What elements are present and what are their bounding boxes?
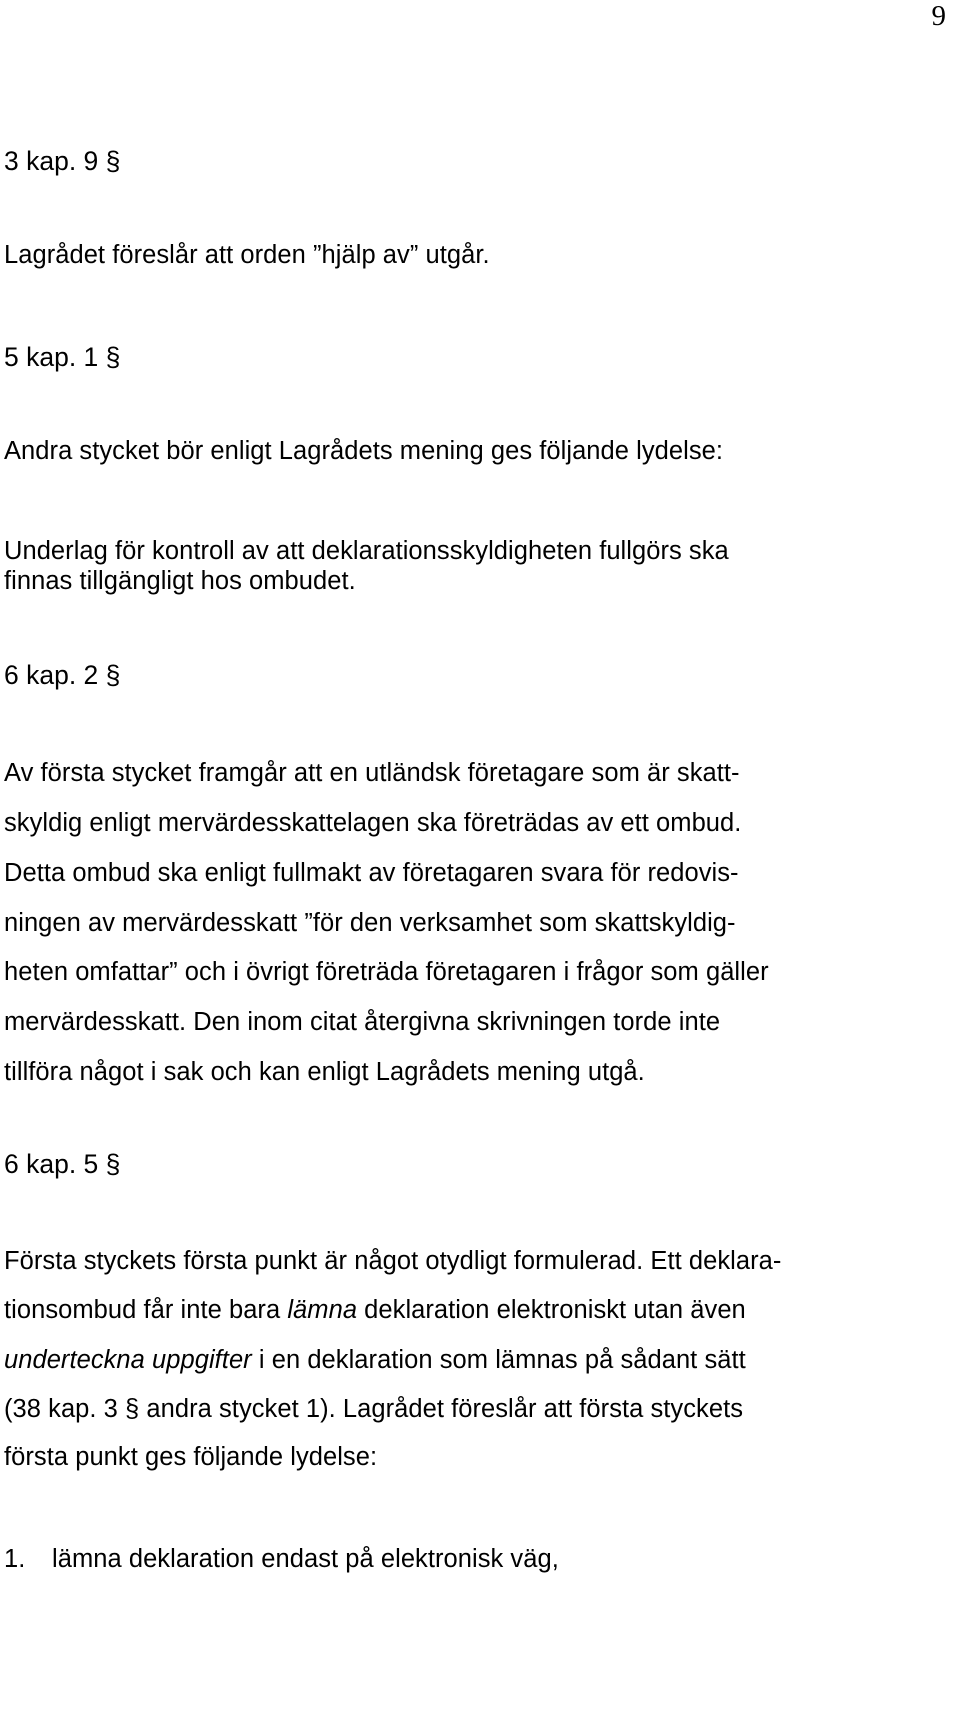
list-item-text: lämna deklaration endast på elektronisk väg, (52, 1545, 559, 1573)
paragraph-line: mervärdesskatt. Den inom citat återgivna skrivningen torde inte (4, 1008, 721, 1036)
paragraph-line: Av första stycket framgår att en utländsk företagare som är skatt- (4, 759, 740, 787)
text-run: i en deklaration som lämnas på sådant sätt (251, 1346, 746, 1374)
section-heading-5-kap-1: 5 kap. 1 § (4, 342, 121, 372)
emphasized-text: lämna (287, 1296, 358, 1324)
text-run: tionsombud får inte bara (4, 1296, 288, 1324)
paragraph-line (4, 1345, 746, 1375)
section-heading-6-kap-2: 6 kap. 2 § (4, 660, 121, 690)
paragraph-line: tillföra något i sak och kan enligt Lagrådets mening utgå. (4, 1058, 645, 1086)
paragraph: Lagrådet föreslår att orden ”hjälp av” utgår. (4, 241, 490, 269)
section-heading-3-kap-9: 3 kap. 9 § (4, 146, 121, 176)
quoted-text-line: Underlag för kontroll av att deklarationsskyldigheten fullgörs ska (4, 537, 729, 565)
text-run: deklaration elektroniskt utan även (357, 1296, 746, 1324)
emphasized-text: underteckna uppgifter (4, 1346, 252, 1374)
list-item (4, 1544, 559, 1574)
paragraph-line: skyldig enligt mervärdesskattelagen ska företrädas av ett ombud. (4, 809, 742, 837)
paragraph: Andra stycket bör enligt Lagrådets mening ges följande lydelse: (4, 437, 723, 465)
paragraph-line: Detta ombud ska enligt fullmakt av företagaren svara för redovis- (4, 859, 739, 887)
paragraph-line (4, 1295, 746, 1325)
quoted-text-line: finnas tillgängligt hos ombudet. (4, 567, 356, 595)
paragraph-line: heten omfattar” och i övrigt företräda företagaren i frågor som gäller (4, 958, 769, 986)
paragraph-line: Första styckets första punkt är något otydligt formulerad. Ett deklara- (4, 1247, 782, 1275)
paragraph-line: (38 kap. 3 § andra stycket 1). Lagrådet föreslår att första styckets (4, 1395, 744, 1423)
section-heading-6-kap-5: 6 kap. 5 § (4, 1149, 121, 1179)
list-item-number: 1. (4, 1545, 26, 1573)
page-number: 9 (931, 0, 946, 32)
paragraph-line: ningen av mervärdesskatt ”för den verksamhet som skattskyldig- (4, 909, 736, 937)
paragraph-line: första punkt ges följande lydelse: (4, 1443, 378, 1471)
